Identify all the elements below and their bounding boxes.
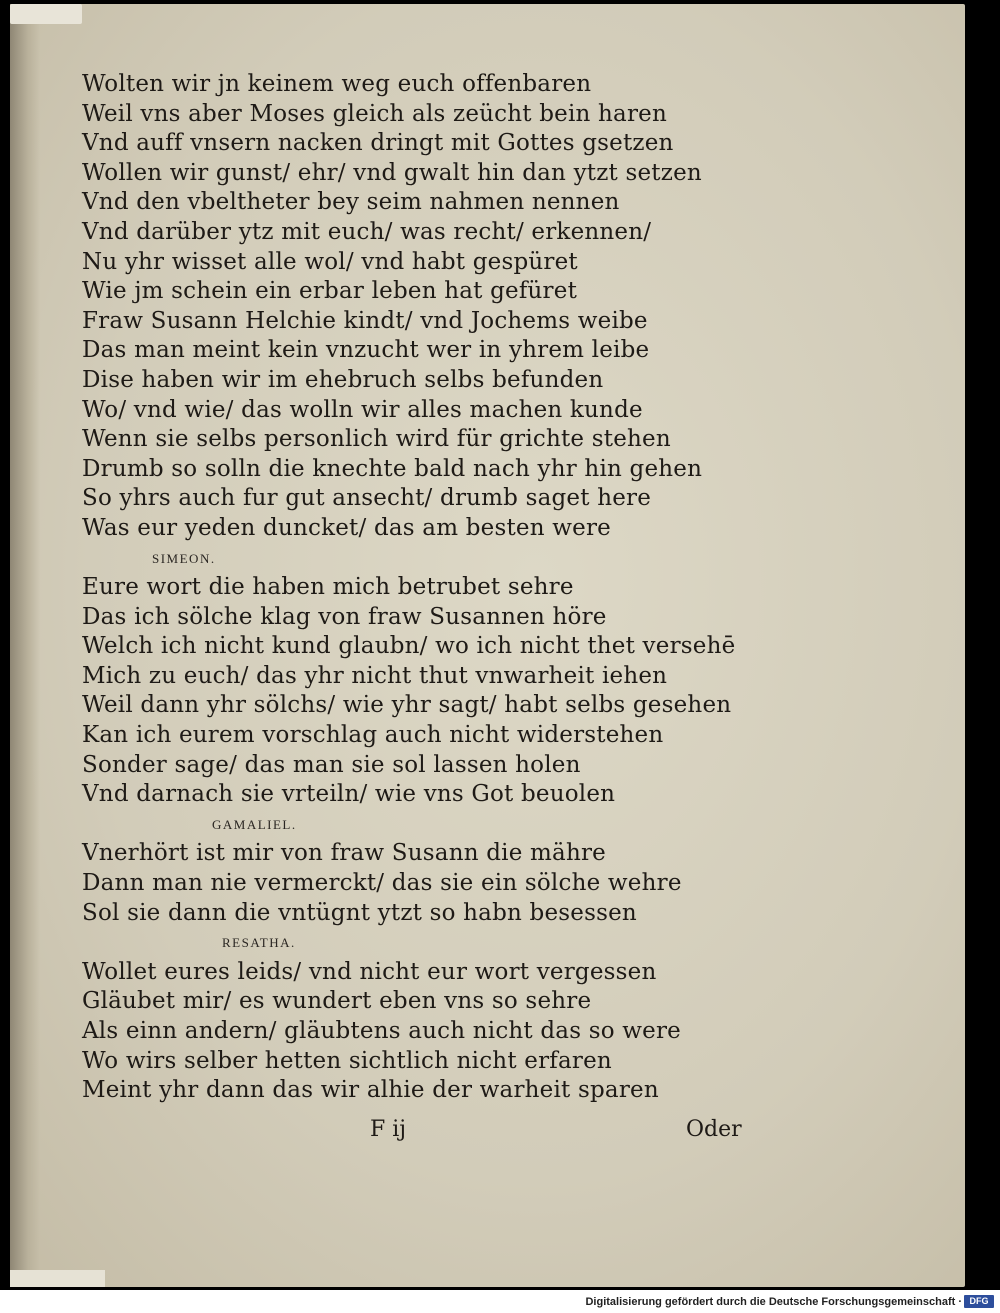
verse-line: Dann man nie vermerckt/ das sie ein sölche wehre <box>82 870 682 897</box>
verse-line: Das man meint kein vnzucht wer in yhrem leibe <box>82 337 650 364</box>
verse-text-block <box>82 70 782 1106</box>
verse-line: Welch ich nicht kund glaubn/ wo ich nicht thet versehē <box>82 633 736 660</box>
verse-line: Wenn sie selbs personlich wird für grichte stehen <box>82 426 671 453</box>
verse-line: Vnd den vbeltheter bey seim nahmen nennen <box>82 189 620 216</box>
footer-bar <box>0 1290 1000 1313</box>
verse-line: Was eur yeden duncket/ das am besten were <box>82 514 611 541</box>
speaker-heading: GAMALIEL. <box>212 816 297 832</box>
verse-line: Nu yhr wisset alle wol/ vnd habt gespüret <box>82 248 578 275</box>
footer-credit: Digitalisierung gefördert durch die Deutsche Forschungsgemeinschaft · <box>585 1296 962 1308</box>
verse-line: Wie jm schein ein erbar leben hat gefüret <box>82 278 578 305</box>
verse-line: Vnd darnach sie vrteiln/ wie vns Got beuolen <box>82 781 616 808</box>
verse-line: Gläubet mir/ es wundert eben vns so sehre <box>82 988 592 1015</box>
verse-line: Das ich sölche klag von fraw Susannen höre <box>82 603 607 630</box>
page-edge-top <box>10 4 82 24</box>
verse-line: Wollen wir gunst/ ehr/ vnd gwalt hin dan ytzt setzen <box>82 159 702 186</box>
dfg-logo: DFG <box>964 1295 994 1308</box>
verse-line: Sol sie dann die vntügnt ytzt so habn besessen <box>82 899 637 926</box>
verse-line: Meint yhr dann das wir alhie der warheit sparen <box>82 1077 659 1104</box>
verse-line: Weil dann yhr sölchs/ wie yhr sagt/ habt selbs gesehen <box>82 692 732 719</box>
signature-mark: F ij <box>370 1117 407 1142</box>
verse-line: Vnerhört ist mir von fraw Susann die mähre <box>82 840 606 867</box>
verse-line: Fraw Susann Helchie kindt/ vnd Jochems weibe <box>82 307 648 334</box>
verse-line: Eure wort die haben mich betrubet sehre <box>82 574 574 601</box>
binding-gutter <box>10 4 40 1287</box>
verse-line: Wollet eures leids/ vnd nicht eur wort vergessen <box>82 958 657 985</box>
page-edge-bottom <box>10 1270 105 1287</box>
verse-line: Als einn andern/ gläubtens auch nicht das so were <box>82 1018 681 1044</box>
verse-line: Wolten wir jn keinem weg euch offenbaren <box>82 71 592 97</box>
catchword: Oder <box>686 1117 742 1142</box>
verse-line: Kan ich eurem vorschlag auch nicht widerstehen <box>82 722 664 749</box>
verse-line: Vnd auff vnsern nacken dringt mit Gottes gsetzen <box>82 130 674 157</box>
verse-line: Sonder sage/ das man sie sol lassen holen <box>82 751 581 778</box>
speaker-heading: RESATHA. <box>222 935 296 951</box>
verse-line: Mich zu euch/ das yhr nicht thut vnwarheit iehen <box>82 662 668 689</box>
verse-line: So yhrs auch fur gut ansecht/ drumb saget here <box>82 485 652 512</box>
verse-line: Wo/ vnd wie/ das wolln wir alles machen kunde <box>82 396 643 423</box>
verse-line: Drumb so solln die knechte bald nach yhr hin gehen <box>82 455 703 482</box>
speaker-heading: SIMEON. <box>152 550 216 566</box>
verse-line: Wo wirs selber hetten sichtlich nicht erfaren <box>82 1047 612 1074</box>
verse-line: Vnd darüber ytz mit euch/ was recht/ erkennen/ <box>82 218 652 245</box>
verse-line: Weil vns aber Moses gleich als zeücht bein haren <box>82 100 667 127</box>
verse-line: Dise haben wir im ehebruch selbs befunden <box>82 366 604 393</box>
